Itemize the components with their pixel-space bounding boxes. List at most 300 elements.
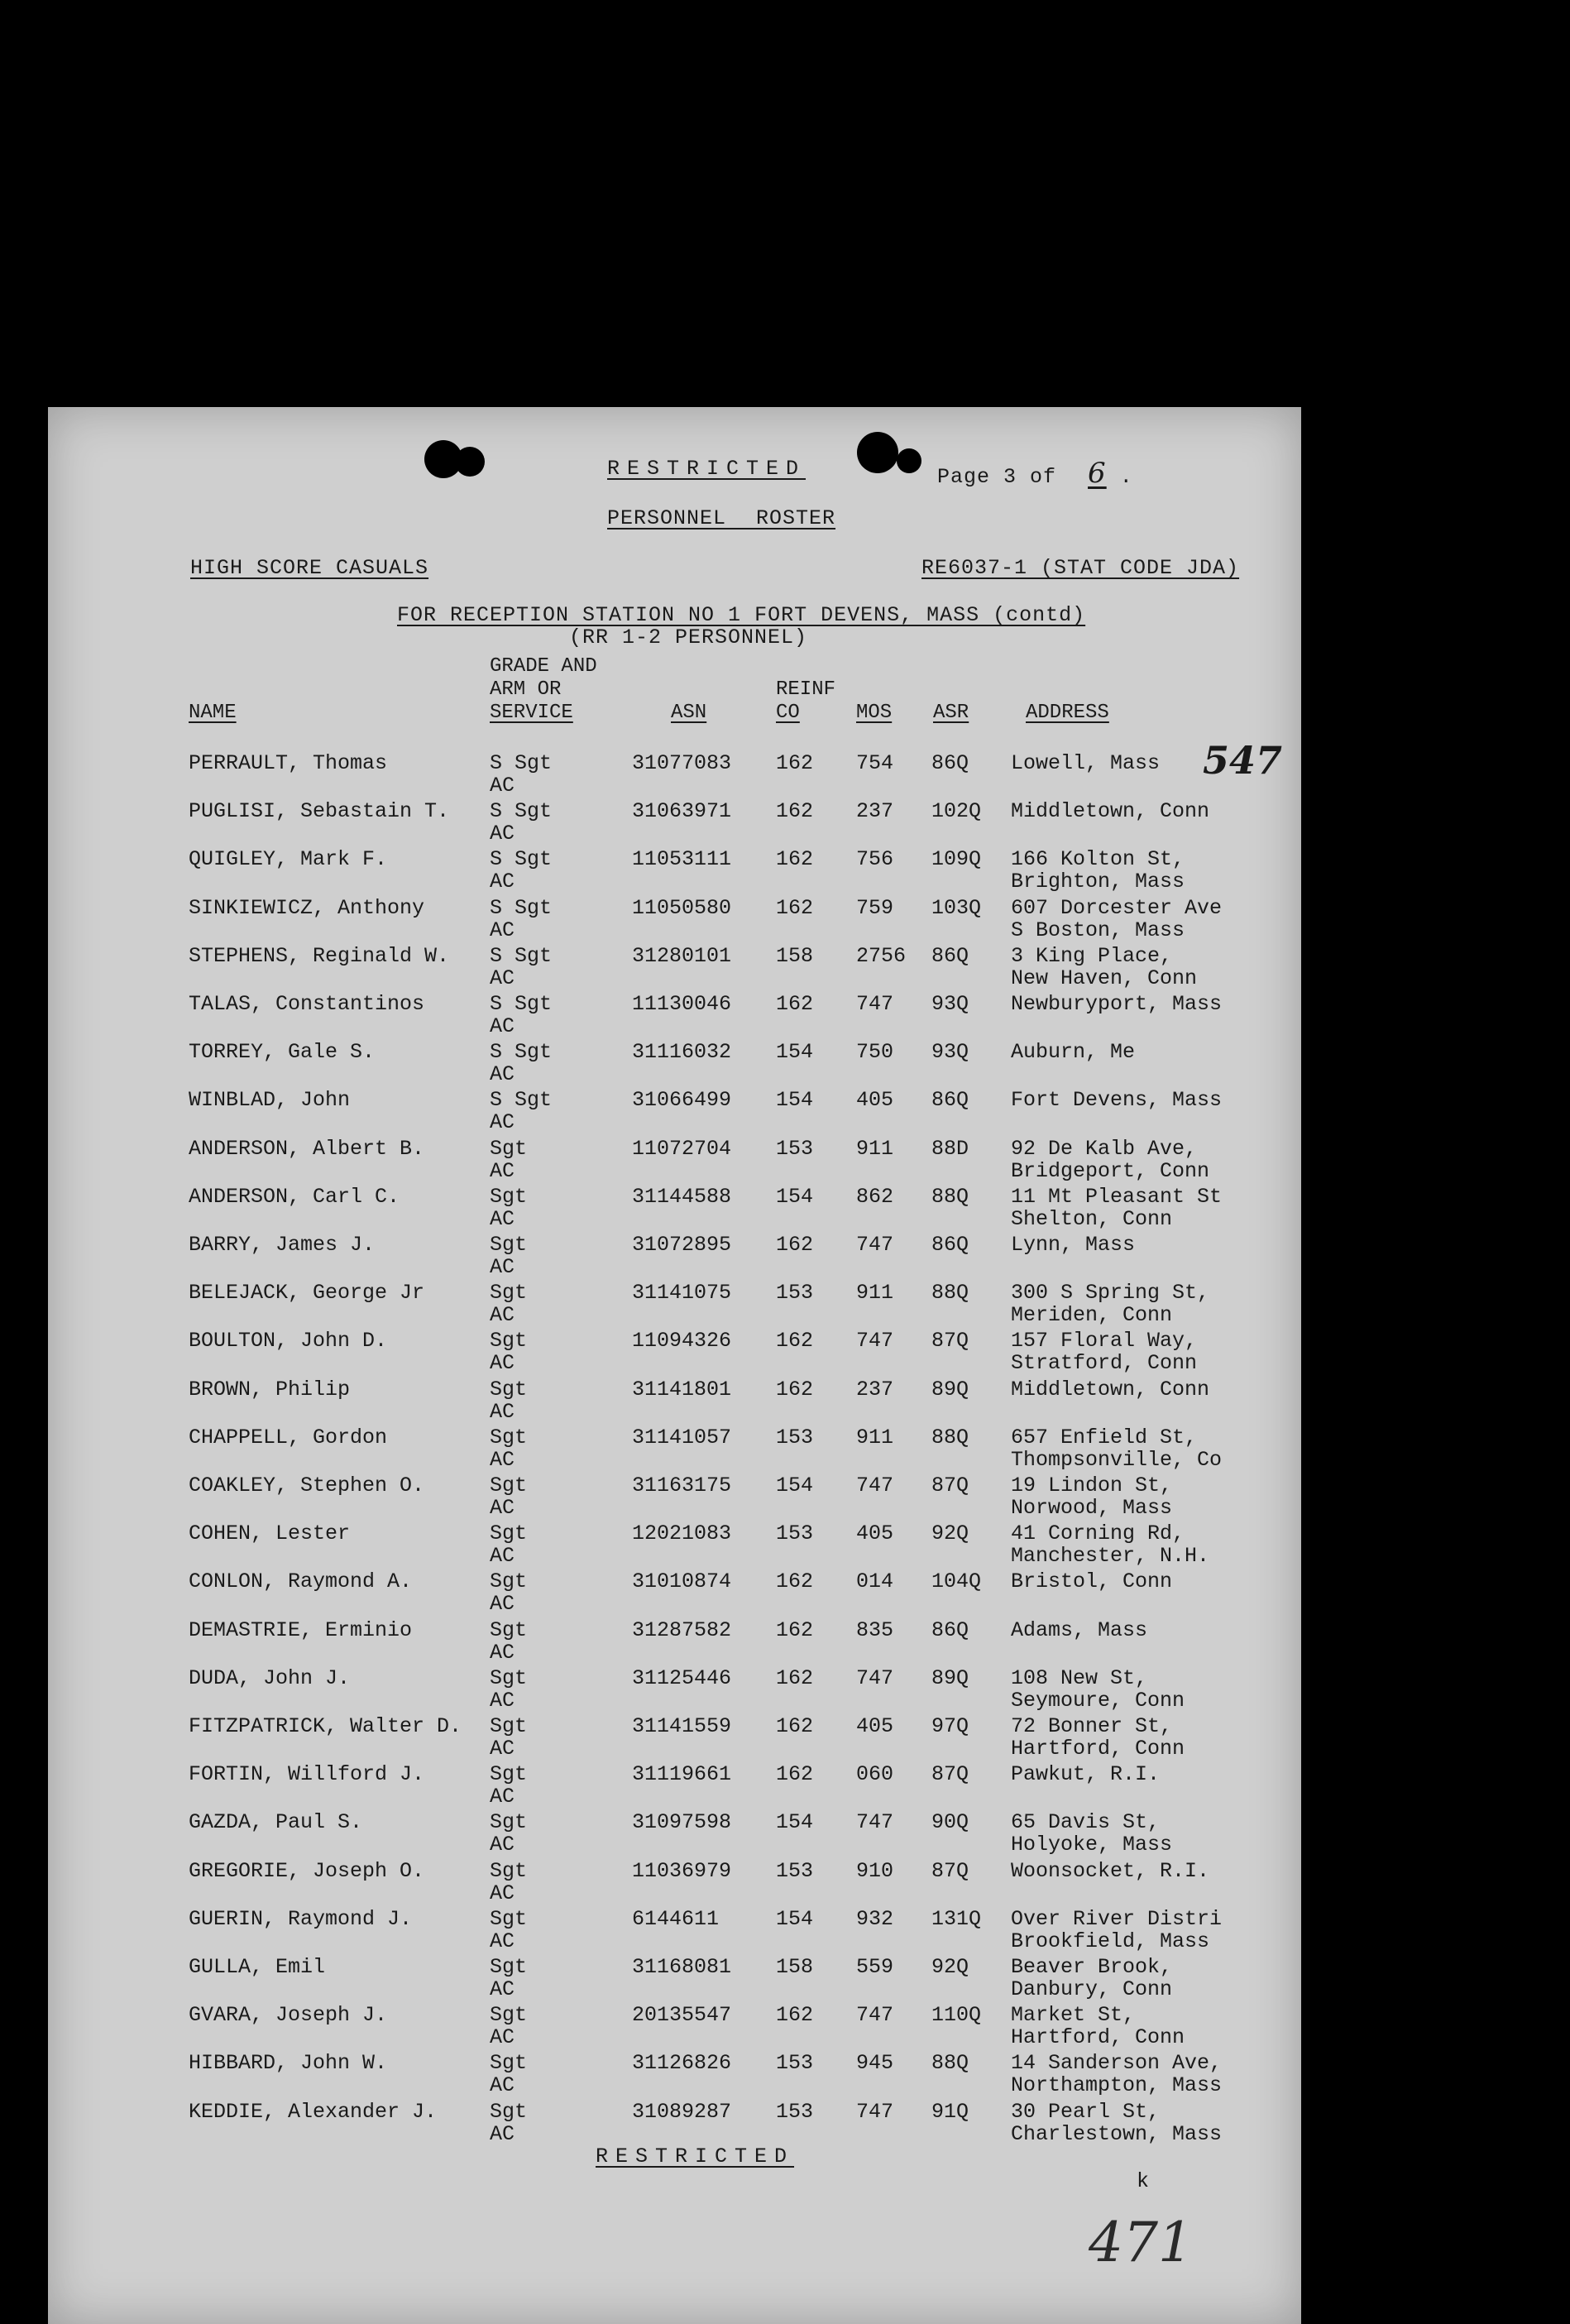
cell-name: FITZPATRICK, Walter D.: [189, 1714, 462, 1738]
table-row: [48, 1714, 1301, 1762]
cell-asn: 11130046: [632, 992, 732, 1016]
cell-arm: AC: [490, 2073, 515, 2098]
table-row: [48, 751, 1301, 799]
cell-co: 153: [776, 1858, 814, 1883]
table-row: [48, 896, 1301, 944]
cell-address: 607 Dorcester Ave: [1011, 895, 1223, 920]
cell-mos: 237: [856, 799, 894, 824]
cell-address-line2: Meriden, Conn: [1011, 1303, 1173, 1328]
cell-asn: 11036979: [632, 1858, 732, 1883]
cell-address: Lynn, Mass: [1011, 1233, 1136, 1257]
cell-grade: S Sgt: [490, 799, 553, 824]
handwritten-page-number: 471: [1089, 2211, 1193, 2274]
cell-co: 162: [776, 1329, 814, 1354]
col-grade: [490, 657, 597, 723]
punch-hole: [897, 448, 921, 473]
cell-grade: Sgt: [490, 1714, 528, 1738]
cell-name: COHEN, Lester: [189, 1521, 351, 1546]
cell-asn: 11072704: [632, 1136, 732, 1161]
cell-asr: 92Q: [931, 1521, 969, 1546]
cell-arm: AC: [490, 870, 515, 894]
cell-mos: 747: [856, 1810, 894, 1835]
table-row: [48, 1907, 1301, 1955]
stat-code: RE6037-1 (STAT CODE JDA): [921, 556, 1240, 580]
cell-asr: 86Q: [931, 1617, 969, 1642]
cell-address: 11 Mt Pleasant St: [1011, 1184, 1223, 1209]
destination-title: FOR RECEPTION STATION NO 1 FORT DEVENS, MASS (contd): [397, 603, 1086, 627]
cell-arm: AC: [490, 1929, 515, 1953]
cell-asn: 31126826: [632, 2051, 732, 2076]
cell-co: 162: [776, 2003, 814, 2028]
cell-co: 162: [776, 895, 814, 920]
cell-asn: 11053111: [632, 847, 732, 872]
cell-asn: 31125446: [632, 1665, 732, 1690]
restricted-header: RESTRICTED: [607, 457, 807, 481]
cell-asr: 93Q: [931, 992, 969, 1016]
col-asn: ASN: [671, 702, 707, 724]
cell-mos: 747: [856, 1329, 894, 1354]
table-row: [48, 992, 1301, 1040]
cell-name: BROWN, Philip: [189, 1377, 351, 1402]
cell-address-line2: Hartford, Conn: [1011, 1737, 1185, 1761]
subgroup-title: (RR 1-2 PERSONNEL): [569, 625, 808, 649]
cell-arm: AC: [490, 1496, 515, 1520]
cell-address: Over River Distri: [1011, 1906, 1223, 1931]
cell-name: HIBBARD, John W.: [189, 2051, 388, 2076]
cell-address: Market St,: [1011, 2003, 1136, 2028]
cell-arm: AC: [490, 1785, 515, 1809]
cell-asr: 110Q: [931, 2003, 982, 2028]
cell-grade: Sgt: [490, 1233, 528, 1257]
cell-co: 162: [776, 1714, 814, 1738]
table-row: [48, 1810, 1301, 1858]
cell-asr: 103Q: [931, 895, 982, 920]
cell-asr: 87Q: [931, 1329, 969, 1354]
cell-arm: AC: [490, 1833, 515, 1857]
cell-co: 154: [776, 1473, 814, 1497]
cell-asn: 11050580: [632, 895, 732, 920]
cell-mos: 932: [856, 1906, 894, 1931]
cell-address-line2: Northampton, Mass: [1011, 2073, 1223, 2098]
cell-name: GUERIN, Raymond J.: [189, 1906, 413, 1931]
table-row: [48, 944, 1301, 992]
cell-address-line2: Holyoke, Mass: [1011, 1833, 1173, 1857]
cell-co: 154: [776, 1088, 814, 1113]
cell-asn: 31119661: [632, 1762, 732, 1787]
page-indicator: Page 3 of 6 .: [937, 457, 1133, 490]
cell-grade: Sgt: [490, 2099, 528, 2124]
cell-asr: 88Q: [931, 1425, 969, 1450]
table-row: [48, 1618, 1301, 1666]
cell-name: BOULTON, John D.: [189, 1329, 388, 1354]
cell-asr: 86Q: [931, 1088, 969, 1113]
cell-address: 157 Floral Way,: [1011, 1329, 1198, 1354]
cell-mos: 559: [856, 1955, 894, 1979]
cell-name: SINKIEWICZ, Anthony: [189, 895, 425, 920]
cell-address: Auburn, Me: [1011, 1040, 1136, 1065]
margin-number: 547: [1203, 738, 1283, 783]
cell-address: Fort Devens, Mass: [1011, 1088, 1223, 1113]
cell-grade: Sgt: [490, 1184, 528, 1209]
cell-asr: 102Q: [931, 799, 982, 824]
cell-name: GULLA, Emil: [189, 1955, 326, 1979]
table-row: [48, 1666, 1301, 1714]
cell-address: 19 Lindon St,: [1011, 1473, 1173, 1497]
cell-grade: Sgt: [490, 1858, 528, 1883]
cell-grade: S Sgt: [490, 847, 553, 872]
cell-asn: 31010874: [632, 1569, 732, 1594]
cell-asn: 31144588: [632, 1184, 732, 1209]
cell-co: 162: [776, 1233, 814, 1257]
cell-mos: 747: [856, 1473, 894, 1497]
table-row: [48, 847, 1301, 895]
cell-asn: 31287582: [632, 1617, 732, 1642]
cell-grade: Sgt: [490, 1569, 528, 1594]
cell-arm: AC: [490, 1062, 515, 1087]
cell-asr: 89Q: [931, 1665, 969, 1690]
page-total: 6: [1088, 457, 1107, 490]
cell-co: 153: [776, 1521, 814, 1546]
cell-name: QUIGLEY, Mark F.: [189, 847, 388, 872]
cell-grade: S Sgt: [490, 895, 553, 920]
table-row: [48, 1329, 1301, 1377]
cell-address: Pawkut, R.I.: [1011, 1762, 1161, 1787]
cell-asn: 31168081: [632, 1955, 732, 1979]
cell-co: 162: [776, 799, 814, 824]
cell-address: Newburyport, Mass: [1011, 992, 1223, 1016]
cell-name: COAKLEY, Stephen O.: [189, 1473, 425, 1497]
cell-mos: 759: [856, 895, 894, 920]
cell-mos: 747: [856, 2003, 894, 2028]
cell-asn: 31063971: [632, 799, 732, 824]
table-row: [48, 799, 1301, 847]
cell-arm: AC: [490, 1737, 515, 1761]
cell-co: 154: [776, 1810, 814, 1835]
table-row: [48, 1378, 1301, 1426]
cell-grade: Sgt: [490, 1762, 528, 1787]
cell-asn: 31077083: [632, 751, 732, 775]
cell-address-line2: Bridgeport, Conn: [1011, 1158, 1210, 1183]
cell-address-line2: Norwood, Mass: [1011, 1496, 1173, 1520]
cell-arm: AC: [490, 1592, 515, 1617]
cell-grade: Sgt: [490, 1521, 528, 1546]
cell-name: ANDERSON, Albert B.: [189, 1136, 425, 1161]
cell-arm: AC: [490, 2025, 515, 2050]
cell-address-line2: Brighton, Mass: [1011, 870, 1185, 894]
table-row: [48, 1762, 1301, 1810]
table-row: [48, 1281, 1301, 1329]
table-row: [48, 1088, 1301, 1136]
cell-asr: 87Q: [931, 1473, 969, 1497]
cell-asr: 86Q: [931, 943, 969, 968]
cell-arm: AC: [490, 1881, 515, 1905]
cell-co: 154: [776, 1040, 814, 1065]
cell-mos: 756: [856, 847, 894, 872]
cell-asr: 86Q: [931, 751, 969, 775]
cell-arm: AC: [490, 822, 515, 846]
cell-co: 162: [776, 1665, 814, 1690]
cell-arm: AC: [490, 1110, 515, 1135]
cell-address: 108 New St,: [1011, 1665, 1148, 1690]
cell-mos: 945: [856, 2051, 894, 2076]
cell-asn: 31280101: [632, 943, 732, 968]
cell-asn: 11094326: [632, 1329, 732, 1354]
cell-asr: 90Q: [931, 1810, 969, 1835]
cell-co: 153: [776, 2051, 814, 2076]
cell-asn: 31116032: [632, 1040, 732, 1065]
table-row: [48, 1137, 1301, 1185]
table-row: [48, 1040, 1301, 1088]
cell-mos: 911: [856, 1281, 894, 1306]
roster-page: [48, 407, 1301, 2324]
cell-grade: Sgt: [490, 1665, 528, 1690]
cell-mos: 405: [856, 1714, 894, 1738]
cell-asn: 6144611: [632, 1906, 720, 1931]
cell-mos: 747: [856, 1233, 894, 1257]
cell-address-line2: Brookfield, Mass: [1011, 1929, 1210, 1953]
cell-arm: AC: [490, 1688, 515, 1713]
cell-co: 162: [776, 1569, 814, 1594]
cell-address: 657 Enfield St,: [1011, 1425, 1198, 1450]
cell-address-line2: New Haven, Conn: [1011, 966, 1198, 990]
cell-asr: 86Q: [931, 1233, 969, 1257]
cell-asr: 87Q: [931, 1762, 969, 1787]
cell-grade: Sgt: [490, 1136, 528, 1161]
cell-asn: 31141057: [632, 1425, 732, 1450]
cell-co: 153: [776, 2099, 814, 2124]
cell-address: Middletown, Conn: [1011, 799, 1210, 824]
cell-arm: AC: [490, 2121, 515, 2146]
cell-grade: Sgt: [490, 1425, 528, 1450]
punch-hole: [455, 447, 485, 477]
cell-name: STEPHENS, Reginald W.: [189, 943, 450, 968]
table-row: [48, 1859, 1301, 1907]
cell-asr: 88Q: [931, 1281, 969, 1306]
table-row: [48, 1955, 1301, 2003]
cell-address-line2: Hartford, Conn: [1011, 2025, 1185, 2050]
cell-asr: 104Q: [931, 1569, 982, 1594]
cell-mos: 862: [856, 1184, 894, 1209]
cell-mos: 910: [856, 1858, 894, 1883]
col-grade-line1: GRADE AND: [490, 655, 597, 678]
cell-arm: AC: [490, 1977, 515, 2001]
cell-arm: AC: [490, 1351, 515, 1376]
cell-name: BELEJACK, George Jr: [189, 1281, 425, 1306]
col-mos: MOS: [856, 702, 893, 724]
cell-mos: 750: [856, 1040, 894, 1065]
cell-name: TALAS, Constantinos: [189, 992, 425, 1016]
cell-arm: AC: [490, 1544, 515, 1569]
cell-mos: 405: [856, 1088, 894, 1113]
cell-name: KEDDIE, Alexander J.: [189, 2099, 438, 2124]
cell-arm: AC: [490, 1640, 515, 1665]
cell-grade: Sgt: [490, 1810, 528, 1835]
cell-mos: 911: [856, 1136, 894, 1161]
cell-co: 153: [776, 1136, 814, 1161]
cell-grade: S Sgt: [490, 751, 553, 775]
col-reinf: [776, 680, 835, 723]
cell-name: ANDERSON, Carl C.: [189, 1184, 400, 1209]
col-reinf-line2: CO: [776, 702, 800, 724]
cell-co: 162: [776, 1377, 814, 1402]
cell-mos: 237: [856, 1377, 894, 1402]
cell-address: Woonsocket, R.I.: [1011, 1858, 1210, 1883]
col-name: NAME: [189, 702, 237, 724]
table-row: [48, 1185, 1301, 1233]
cell-address: 3 King Place,: [1011, 943, 1173, 968]
cell-address-line2: S Boston, Mass: [1011, 918, 1185, 942]
cell-asn: 31141075: [632, 1281, 732, 1306]
cell-name: GVARA, Joseph J.: [189, 2003, 388, 2028]
cell-grade: Sgt: [490, 1377, 528, 1402]
restricted-footer: RESTRICTED: [596, 2144, 795, 2168]
cell-address-line2: Thompsonville, Co: [1011, 1447, 1223, 1472]
cell-mos: 747: [856, 2099, 894, 2124]
cell-asr: 97Q: [931, 1714, 969, 1738]
cell-asn: 31163175: [632, 1473, 732, 1497]
cell-address-line2: Manchester, N.H.: [1011, 1544, 1210, 1569]
punch-hole: [857, 432, 898, 473]
cell-mos: 405: [856, 1521, 894, 1546]
cell-address: Bristol, Conn: [1011, 1569, 1173, 1594]
cell-address: Beaver Brook,: [1011, 1955, 1173, 1979]
cell-address-line2: Shelton, Conn: [1011, 1206, 1173, 1231]
cell-co: 153: [776, 1425, 814, 1450]
cell-name: DEMASTRIE, Erminio: [189, 1617, 413, 1642]
cell-co: 154: [776, 1906, 814, 1931]
cell-arm: AC: [490, 1014, 515, 1038]
cell-address: 30 Pearl St,: [1011, 2099, 1161, 2124]
table-row: [48, 1569, 1301, 1617]
cell-arm: AC: [490, 1255, 515, 1279]
cell-address-line2: Seymoure, Conn: [1011, 1688, 1185, 1713]
cell-name: BARRY, James J.: [189, 1233, 376, 1257]
cell-co: 162: [776, 1617, 814, 1642]
cell-asn: 31141801: [632, 1377, 732, 1402]
cell-asn: 31072895: [632, 1233, 732, 1257]
cell-co: 153: [776, 1281, 814, 1306]
cell-asr: 88Q: [931, 2051, 969, 2076]
cell-address: 166 Kolton St,: [1011, 847, 1185, 872]
footer-initial: k: [1137, 2169, 1151, 2193]
cell-address: 41 Corning Rd,: [1011, 1521, 1185, 1546]
cell-arm: AC: [490, 1303, 515, 1328]
cell-grade: Sgt: [490, 1473, 528, 1497]
cell-asr: 93Q: [931, 1040, 969, 1065]
cell-co: 162: [776, 847, 814, 872]
table-row: [48, 1473, 1301, 1521]
cell-arm: AC: [490, 1206, 515, 1231]
cell-address: 300 S Spring St,: [1011, 1281, 1210, 1306]
cell-mos: 747: [856, 992, 894, 1016]
cell-asn: 31089287: [632, 2099, 732, 2124]
cell-co: 158: [776, 1955, 814, 1979]
table-row: [48, 1233, 1301, 1281]
cell-address-line2: Stratford, Conn: [1011, 1351, 1198, 1376]
cell-asr: 92Q: [931, 1955, 969, 1979]
cell-mos: 014: [856, 1569, 894, 1594]
cell-address: Lowell, Mass: [1011, 751, 1161, 775]
cell-grade: Sgt: [490, 1617, 528, 1642]
cell-name: TORREY, Gale S.: [189, 1040, 376, 1065]
cell-mos: 2756: [856, 943, 907, 968]
table-row: [48, 1426, 1301, 1473]
cell-arm: AC: [490, 966, 515, 990]
cell-name: CHAPPELL, Gordon: [189, 1425, 388, 1450]
col-grade-line3: SERVICE: [490, 702, 573, 724]
cell-grade: S Sgt: [490, 1040, 553, 1065]
cell-co: 162: [776, 751, 814, 775]
cell-asn: 31141559: [632, 1714, 732, 1738]
col-address: ADDRESS: [1026, 702, 1109, 724]
cell-grade: S Sgt: [490, 1088, 553, 1113]
col-grade-line2: ARM OR: [490, 678, 562, 701]
cell-arm: AC: [490, 774, 515, 798]
cell-name: WINBLAD, John: [189, 1088, 351, 1113]
cell-arm: AC: [490, 1447, 515, 1472]
cell-asr: 91Q: [931, 2099, 969, 2124]
cell-mos: 754: [856, 751, 894, 775]
cell-asn: 31066499: [632, 1088, 732, 1113]
cell-grade: Sgt: [490, 1955, 528, 1979]
cell-asn: 31097598: [632, 1810, 732, 1835]
cell-name: GREGORIE, Joseph O.: [189, 1858, 425, 1883]
cell-address: 65 Davis St,: [1011, 1810, 1161, 1835]
cell-name: PUGLISI, Sebastain T.: [189, 799, 450, 824]
cell-asr: 87Q: [931, 1858, 969, 1883]
cell-asr: 89Q: [931, 1377, 969, 1402]
cell-grade: Sgt: [490, 2003, 528, 2028]
cell-arm: AC: [490, 1399, 515, 1424]
cell-co: 154: [776, 1184, 814, 1209]
cell-asr: 88Q: [931, 1184, 969, 1209]
cell-mos: 747: [856, 1665, 894, 1690]
col-asr: ASR: [933, 702, 969, 724]
cell-co: 158: [776, 943, 814, 968]
table-row: [48, 2051, 1301, 2099]
cell-grade: Sgt: [490, 1329, 528, 1354]
cell-address: Middletown, Conn: [1011, 1377, 1210, 1402]
cell-asr: 109Q: [931, 847, 982, 872]
page-label: Page 3 of: [937, 465, 1057, 489]
cell-name: GAZDA, Paul S.: [189, 1810, 363, 1835]
cell-name: DUDA, John J.: [189, 1665, 351, 1690]
cell-name: CONLON, Raymond A.: [189, 1569, 413, 1594]
left-title: HIGH SCORE CASUALS: [190, 556, 429, 580]
cell-address: 92 De Kalb Ave,: [1011, 1136, 1198, 1161]
cell-asn: 20135547: [632, 2003, 732, 2028]
cell-arm: AC: [490, 1158, 515, 1183]
cell-asr: 131Q: [931, 1906, 982, 1931]
cell-asn: 12021083: [632, 1521, 732, 1546]
cell-mos: 911: [856, 1425, 894, 1450]
cell-grade: Sgt: [490, 1281, 528, 1306]
cell-address: 14 Sanderson Ave,: [1011, 2051, 1223, 2076]
cell-address: 72 Bonner St,: [1011, 1714, 1173, 1738]
cell-arm: AC: [490, 918, 515, 942]
cell-grade: Sgt: [490, 2051, 528, 2076]
cell-mos: 835: [856, 1617, 894, 1642]
cell-address-line2: Danbury, Conn: [1011, 1977, 1173, 2001]
col-reinf-line1: REINF: [776, 678, 836, 701]
cell-grade: S Sgt: [490, 943, 553, 968]
cell-name: FORTIN, Willford J.: [189, 1762, 425, 1787]
cell-co: 162: [776, 992, 814, 1016]
cell-grade: Sgt: [490, 1906, 528, 1931]
cell-asr: 88D: [931, 1136, 969, 1161]
cell-address-line2: Charlestown, Mass: [1011, 2121, 1223, 2146]
cell-address: Adams, Mass: [1011, 1617, 1148, 1642]
